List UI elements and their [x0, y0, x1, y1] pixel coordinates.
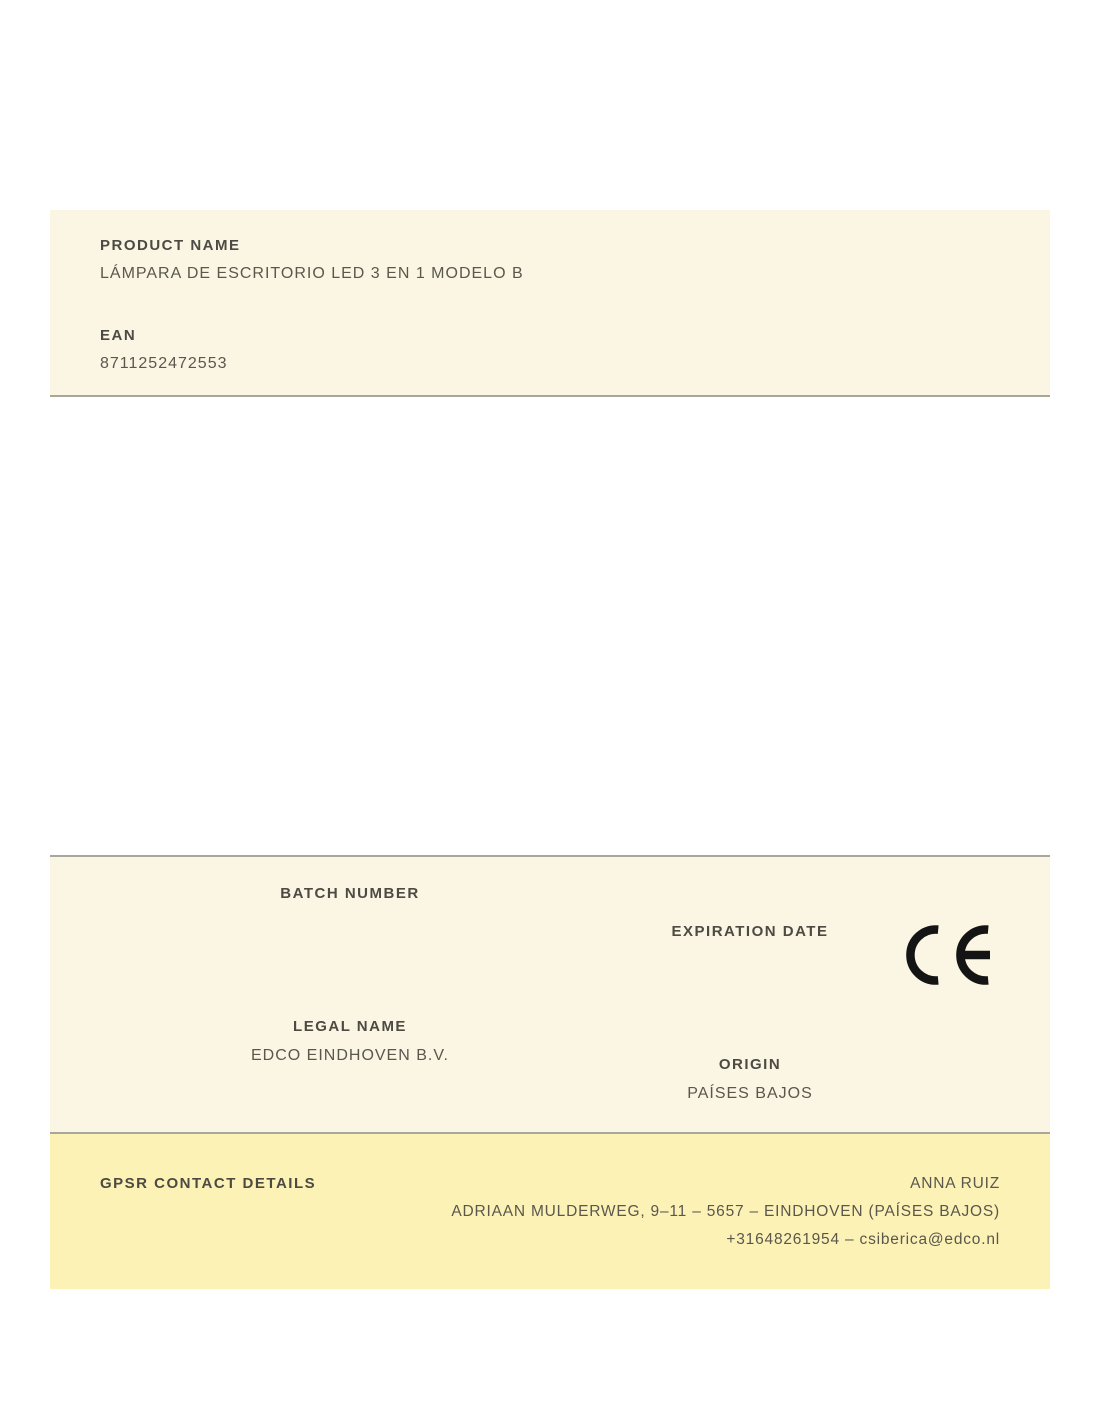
ean-field	[100, 325, 1000, 377]
ean-label: EAN	[100, 327, 137, 344]
product-name-value: LÁMPARA DE ESCRITORIO LED 3 EN 1 MODELO B	[100, 265, 524, 282]
lower-panels	[50, 855, 1050, 1289]
batch-number-label: BATCH NUMBER	[280, 885, 420, 902]
gpsr-contact-section	[50, 1134, 1050, 1289]
product-info-section	[50, 210, 1050, 397]
expiration-date-label: EXPIRATION DATE	[671, 923, 829, 940]
gpsr-contact-phone-email: +31648261954 – csiberica@edco.nl	[726, 1231, 1000, 1248]
expiration-date-field	[550, 921, 950, 948]
gpsr-contact-address: ADRIAAN MULDERWEG, 9–11 – 5657 – EINDHOVEN (PAÍSES BAJOS)	[451, 1203, 1000, 1220]
batch-number-field	[150, 883, 550, 948]
product-name-field	[100, 235, 1000, 287]
origin-label: ORIGIN	[718, 1056, 782, 1073]
gpsr-contact-label: GPSR CONTACT DETAILS	[100, 1175, 317, 1192]
legal-name-field	[150, 1016, 550, 1107]
gpsr-contact-name: ANNA RUIZ	[910, 1175, 1000, 1192]
batch-expiration-row	[150, 883, 950, 948]
ean-value: 8711252472553	[100, 355, 228, 372]
legal-name-label: LEGAL NAME	[293, 1018, 407, 1035]
ce-mark-icon	[905, 925, 993, 985]
origin-value: PAÍSES BAJOS	[687, 1085, 813, 1102]
origin-field	[550, 1054, 950, 1107]
gpsr-contact-details	[316, 1170, 1000, 1254]
legal-name-value: EDCO EINDHOVEN B.V.	[250, 1047, 449, 1064]
legal-origin-row	[150, 1016, 950, 1107]
product-name-label: PRODUCT NAME	[100, 237, 241, 254]
batch-legal-section	[50, 855, 1050, 1134]
